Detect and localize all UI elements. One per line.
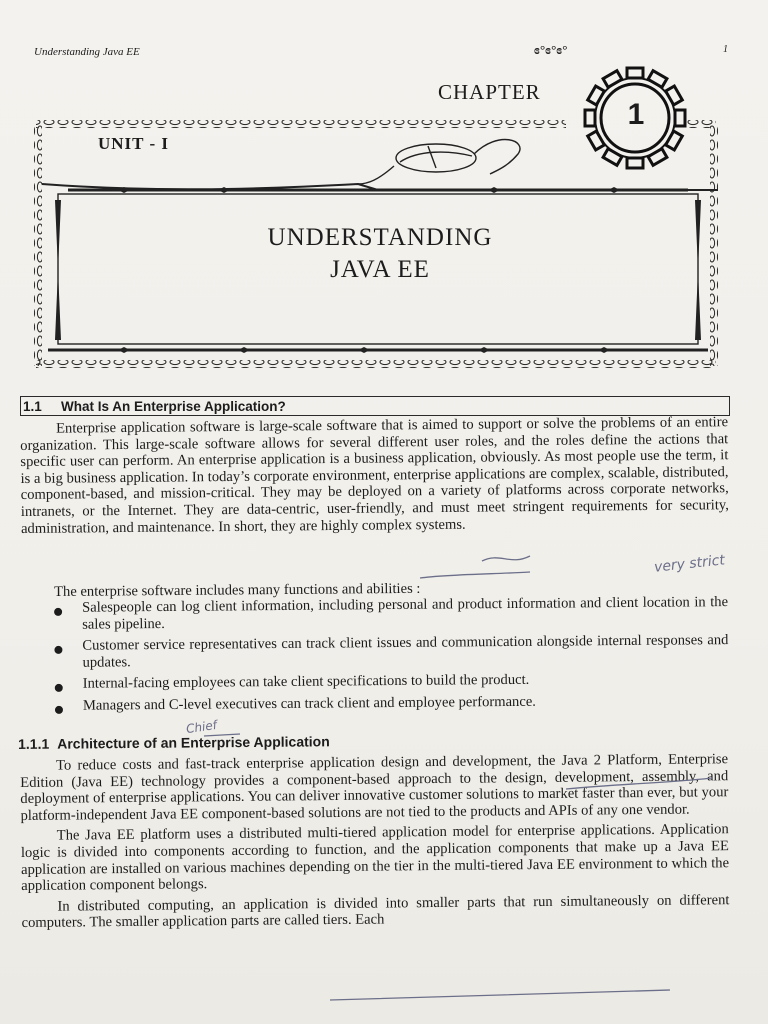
chain-left xyxy=(34,124,42,366)
chain-bottom xyxy=(36,360,716,368)
paragraph: In distributed computing, an application is divided into smaller parts that run simultaneously on different computers. The smaller application parts are called tiers. Each xyxy=(21,891,730,932)
paragraph: To reduce costs and fast-track enterprise application design and development, the Java 2 Platform, Enterprise Edition (Java EE) technology provides a component-based approach to the design, development, assembly, and deployment of enterprise applications. You can deliver innovative customer solutions to market faster than ever, but your platform-independent Java EE component-based solutions are not tied to the products and APIs of any one vendor. xyxy=(20,751,729,824)
chapter-label: CHAPTER xyxy=(438,80,541,104)
section-heading-1-1-1 xyxy=(18,733,330,752)
list-item-text: Internal-facing employees can take client specifications to build the product. xyxy=(82,671,530,692)
functions-list xyxy=(48,594,729,719)
list-item xyxy=(49,670,729,692)
functions-intro: The enterprise software includes many functions and abilities : xyxy=(54,580,421,600)
pen-mark xyxy=(420,572,530,578)
chapter-title-line2: JAVA EE xyxy=(330,256,430,283)
mouse-icon xyxy=(358,140,520,184)
paragraph: Enterprise application software is large-scale software that is aimed to support or solve the problems of an entire organization. This large-scale software allows for several different user roles, and the roles define the actions that specific user can perform. An enterprise application is a business application, obviously. As most people use the term, it is a big business application. In today’s corporate environment, enterprise applications are complex, scalable, distributed, component-based, and mission-critical. They may be deployed on a variety of platforms across corporate networks, intranets, or the Internet. They are data-centric, user-friendly, and must meet stringent requirements for security, administration, and maintenance. In short, they are highly complex systems. xyxy=(20,414,729,537)
chapter-title-line1: UNDERSTANDING xyxy=(267,224,493,251)
subsection-number: 1.1.1 xyxy=(18,735,50,752)
pen-mark xyxy=(482,556,530,561)
bullet-icon xyxy=(54,646,62,654)
bullet-icon xyxy=(54,608,62,616)
chain-right xyxy=(710,124,718,366)
pen-mark xyxy=(330,990,670,1000)
running-header xyxy=(34,42,728,62)
section-number: 1.1 xyxy=(23,399,42,414)
chapter-number: 1 xyxy=(627,98,645,131)
section-1-1-1-body xyxy=(20,751,730,936)
section-1-1-body xyxy=(20,414,729,537)
list-item-text: Customer service representatives can track client issues and communication alongside internal responses and updates. xyxy=(82,632,729,671)
bullet-icon xyxy=(55,684,63,692)
section-heading-1-1 xyxy=(20,396,730,416)
list-item xyxy=(48,594,728,633)
unit-label: UNIT - I xyxy=(98,134,169,153)
bullet-icon xyxy=(55,705,63,713)
list-item-text: Managers and C-level executives can track client and employee performance. xyxy=(82,693,536,714)
header-ornament: ɞ°ɞ°ɞ° xyxy=(534,42,568,57)
paragraph: The Java EE platform uses a distributed multi-tiered application model for enterprise applications. Application logic is divided into components according to function, and the application components that make up a Java EE application are installed on various machines depending on the tier in the multi-tiered Java EE environment to which the application component belongs. xyxy=(20,821,730,895)
handwritten-note: very strict xyxy=(653,552,726,576)
page-number: 1 xyxy=(723,44,728,55)
list-item-text: Salespeople can log client information, including personal and product information and client location in the sales pipeline. xyxy=(81,594,729,633)
chapter-title xyxy=(120,222,640,286)
handwritten-note: Chief xyxy=(185,717,218,737)
list-item xyxy=(49,692,729,714)
running-header-title: Understanding Java EE xyxy=(34,46,140,58)
section-title: What Is An Enterprise Application? xyxy=(61,399,286,414)
chain-top xyxy=(36,120,566,128)
subsection-title: Architecture of an Enterprise Application xyxy=(57,733,330,752)
list-item xyxy=(48,632,728,671)
